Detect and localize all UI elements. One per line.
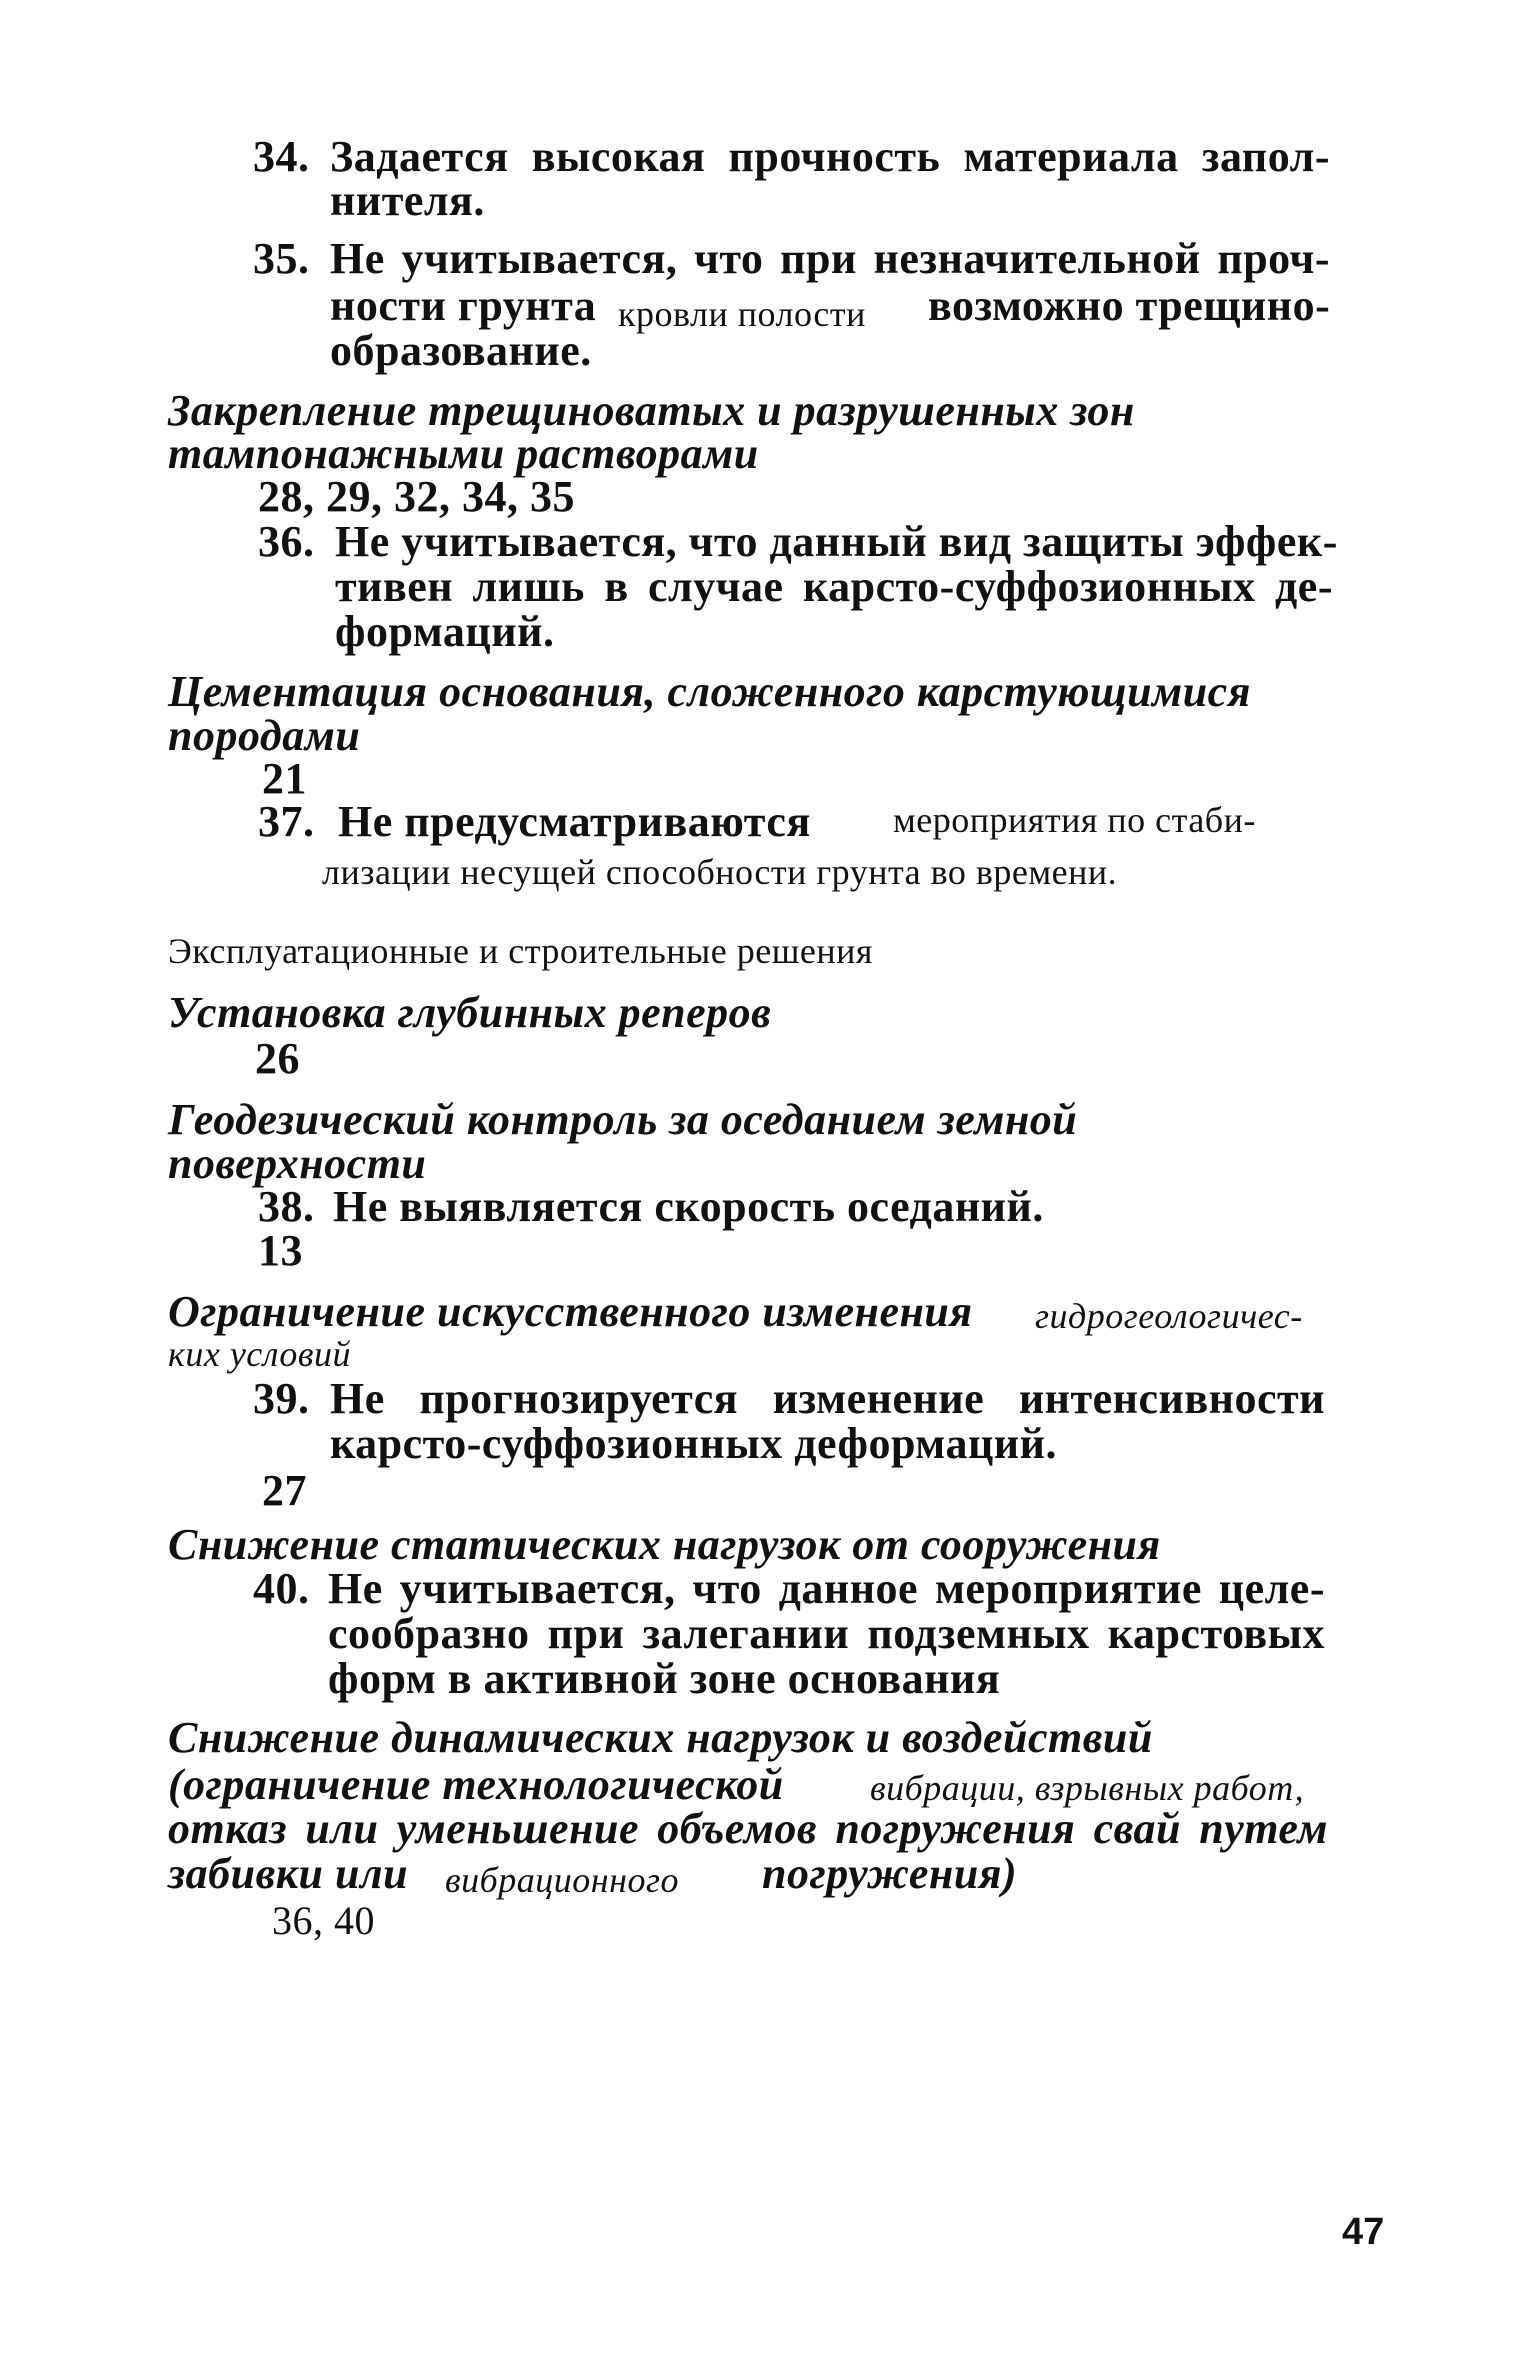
item-40-line-1: Не учитывается, что данное мероприятие целе-	[328, 1564, 1325, 1613]
heading-grouting-line-1: Закрепление трещиноватых и разрушенных зон	[168, 386, 1135, 435]
heading-dynamic-line-4a: забивки или	[168, 1849, 409, 1898]
item-39-line-2: карсто-суффозионных деформаций.	[330, 1419, 1057, 1468]
heading-hydro-line-2: ких условий	[168, 1334, 352, 1374]
heading-hydro-line-1a: Ограничение искусственного изменения	[168, 1287, 973, 1336]
item-36-number: 36.	[258, 517, 315, 566]
item-36-line-3: формаций.	[335, 607, 555, 656]
section-heading: Эксплуатационные и строительные решения	[168, 931, 873, 971]
item-35-number: 35.	[253, 234, 310, 283]
item-34-number: 34.	[253, 132, 310, 181]
item-34-line-1: Задается высокая прочность материала запол-	[330, 132, 1330, 181]
refs-4: 13	[258, 1226, 303, 1275]
heading-grouting-line-2: тампонажными растворами	[168, 429, 759, 478]
item-39-number: 39.	[253, 1374, 310, 1423]
heading-cementation-line-2: породами	[168, 711, 361, 760]
item-37-number: 37.	[258, 797, 315, 846]
item-40-line-3: форм в активной зоне основания	[328, 1654, 1001, 1703]
item-34-line-2: нителя.	[330, 176, 485, 225]
refs-1: 28, 29, 32, 34, 35	[258, 472, 575, 521]
heading-dynamic-line-3: отказ или уменьшение объемов погружения свай путем	[168, 1804, 1328, 1853]
item-37-line-2: лизации несущей способности грунта во времени.	[322, 852, 1118, 892]
refs-5: 27	[262, 1466, 307, 1515]
item-35-line-3: образование.	[330, 326, 592, 375]
refs-6: 36, 40	[272, 1898, 375, 1943]
item-36-line-1: Не учитывается, что данный вид защиты эффек-	[335, 517, 1338, 566]
item-35-line-2a: ности грунта	[330, 281, 597, 330]
item-39-line-1: Не прогнозируется изменение интенсивности	[330, 1374, 1325, 1423]
item-37-line-1b: мероприятия по стаби-	[893, 800, 1256, 840]
heading-geodetic-line-2: поверхности	[168, 1139, 427, 1188]
heading-geodetic-line-1: Геодезический контроль за оседанием земной	[168, 1095, 1078, 1144]
heading-dynamic-line-1: Снижение динамических нагрузок и воздействий	[168, 1713, 1153, 1762]
heading-hydro-line-1b: гидрогеологичес-	[1035, 1296, 1303, 1336]
heading-dynamic-line-2a: (ограничение технологической	[168, 1760, 784, 1809]
refs-3: 26	[255, 1034, 300, 1083]
heading-benchmarks: Установка глубинных реперов	[168, 988, 772, 1037]
item-37-line-1a: Не предусматриваются	[338, 797, 811, 846]
heading-cementation-line-1: Цементация основания, сложенного карстующимися	[168, 667, 1251, 716]
item-35-line-2b: кровли полости	[618, 294, 866, 334]
item-40-number: 40.	[253, 1564, 310, 1613]
page-number: 47	[1342, 2211, 1385, 2253]
item-38-number: 38.	[258, 1182, 315, 1231]
heading-dynamic-line-2b: вибрации, взрывных работ,	[870, 1768, 1305, 1808]
heading-dynamic-line-4b: вибрационного	[445, 1860, 679, 1900]
item-36-line-2: тивен лишь в случае карсто-суффозионных де-	[335, 562, 1333, 611]
item-35-line-1: Не учитывается, что при незначительной проч-	[330, 234, 1330, 283]
item-38-line-1: Не выявляется скорость оседаний.	[333, 1182, 1044, 1231]
heading-static-loads: Снижение статических нагрузок от сооружения	[168, 1520, 1161, 1569]
heading-dynamic-line-4c: погружения)	[762, 1849, 1018, 1898]
refs-2: 21	[262, 754, 307, 803]
item-35-line-2c: возможно трещино-	[928, 281, 1331, 330]
item-40-line-2: сообразно при залегании подземных карстовых	[328, 1609, 1325, 1658]
